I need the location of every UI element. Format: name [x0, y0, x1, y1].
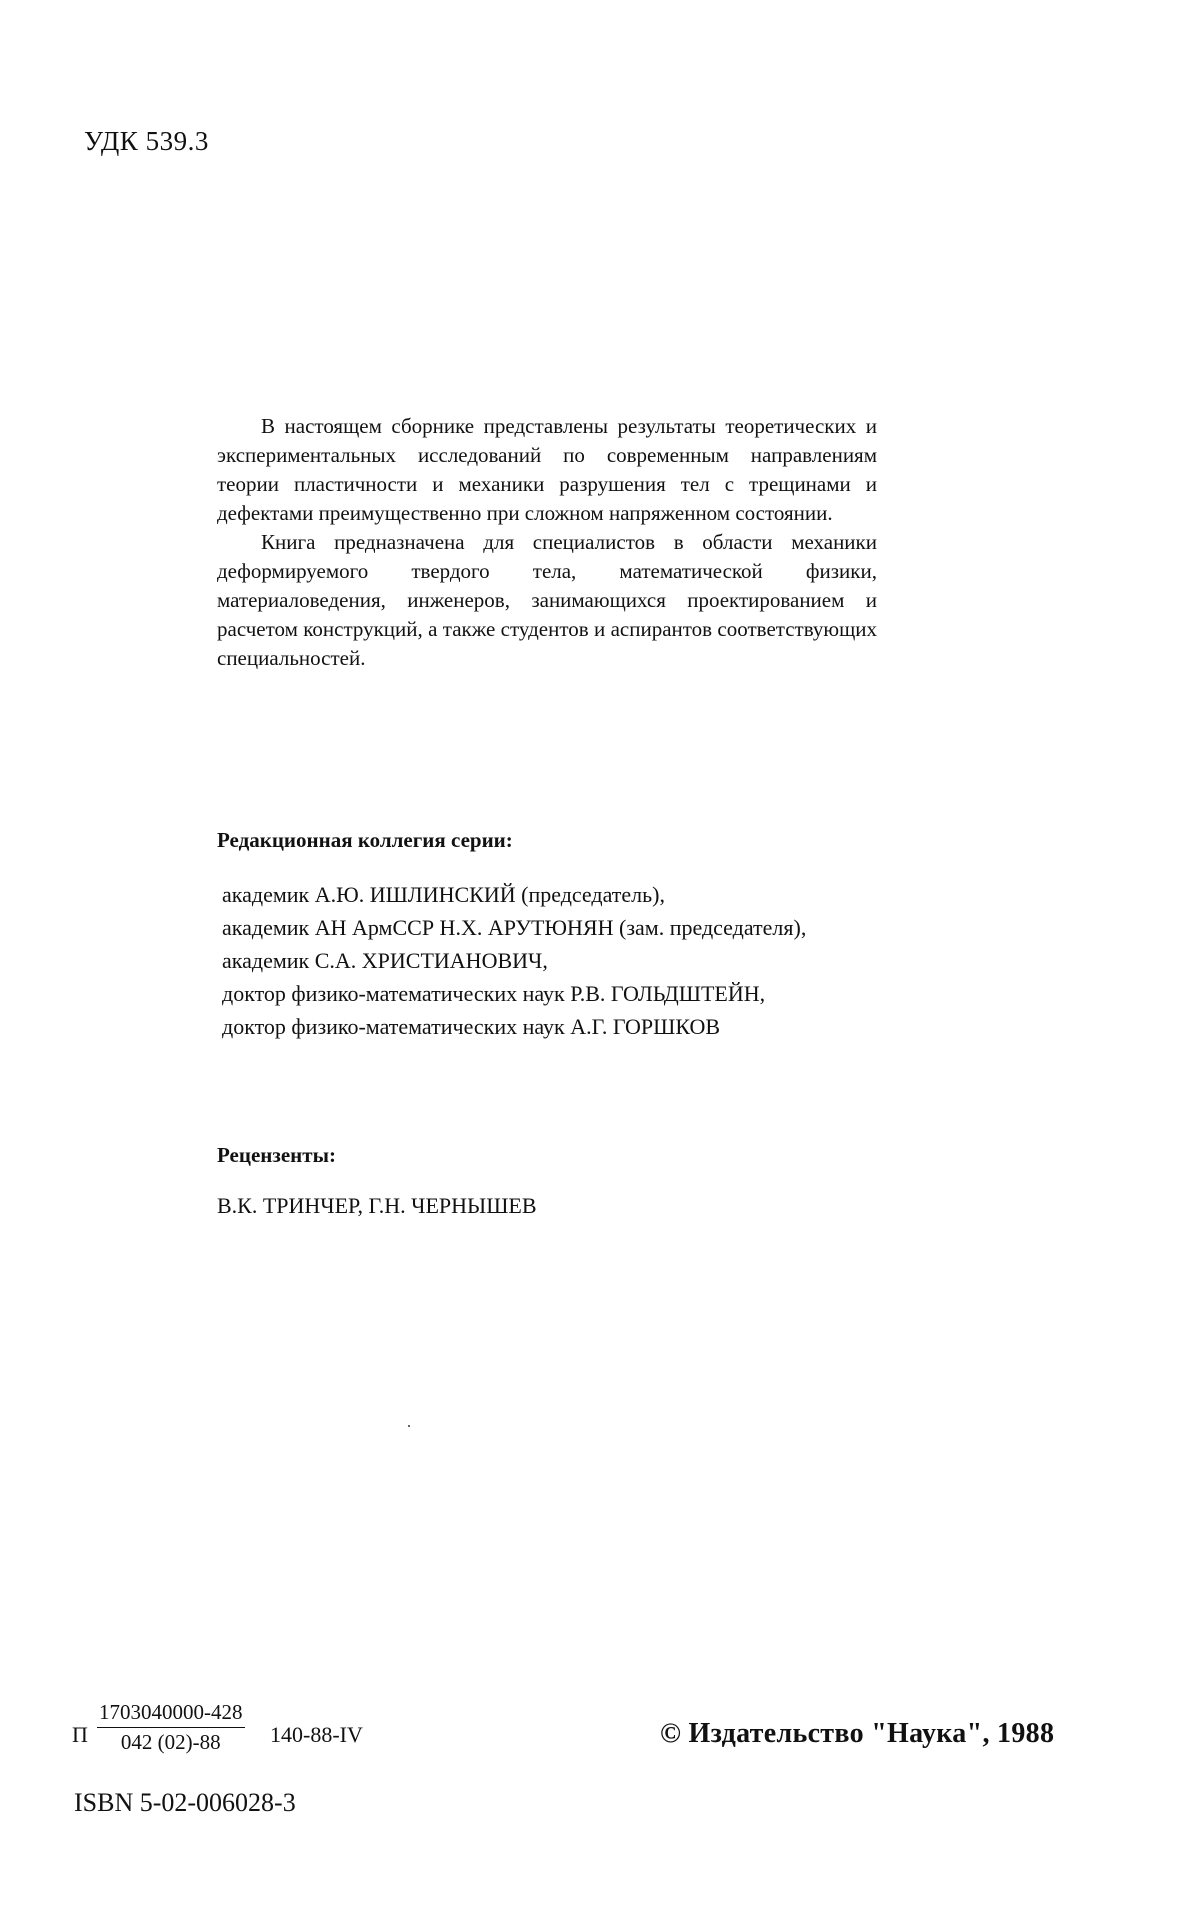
imprint-code-fraction: [97, 1700, 245, 1755]
copyright-notice: © Издательство "Наука", 1988: [660, 1718, 1055, 1749]
fraction-line: [97, 1727, 245, 1728]
board-member: доктор физико-математических наук А.Г. ГОРШКОВ: [222, 1014, 721, 1039]
isbn: ISBN 5-02-006028-3: [74, 1788, 296, 1817]
abstract-paragraph: Книга предназначена для специалистов в области механики деформируемого твердого тела, математической физики, материаловедения, инженеров, занимающихся проектированием и расчетом конструкций, а также студентов и аспирантов соответствующих специальностей.: [217, 530, 877, 670]
editorial-board-heading: Редакционная коллегия серии:: [217, 828, 513, 852]
reviewers-heading: Рецензенты:: [217, 1143, 336, 1167]
udk-code: УДК 539.3: [84, 126, 209, 156]
imprint-denominator: 042 (02)-88: [120, 1730, 221, 1754]
board-member: академик АН АрмССР Н.Х. АРУТЮНЯН (зам. председателя),: [222, 915, 807, 940]
board-member: доктор физико-математических наук Р.В. ГОЛЬДШТЕЙН,: [222, 981, 766, 1006]
editorial-board-list: [222, 878, 806, 1043]
board-member: академик А.Ю. ИШЛИНСКИЙ (председатель),: [222, 882, 666, 907]
abstract: [217, 412, 877, 673]
imprint-numerator: 1703040000-428: [99, 1700, 243, 1724]
imprint-suffix: 140-88-IV: [270, 1722, 363, 1747]
board-member: академик С.А. ХРИСТИАНОВИЧ,: [222, 948, 548, 973]
imprint-prefix: П: [72, 1722, 88, 1747]
reviewers-names: В.К. ТРИНЧЕР, Г.Н. ЧЕРНЫШЕВ: [217, 1193, 537, 1218]
abstract-paragraph: В настоящем сборнике представлены результаты теоретических и экспериментальных исследований по современным направлениям теории пластичности и механики разрушения тел с трещинами и дефектами преимущественно при сложном напряженном состоянии.: [217, 414, 877, 525]
speck-mark: [408, 1425, 410, 1427]
